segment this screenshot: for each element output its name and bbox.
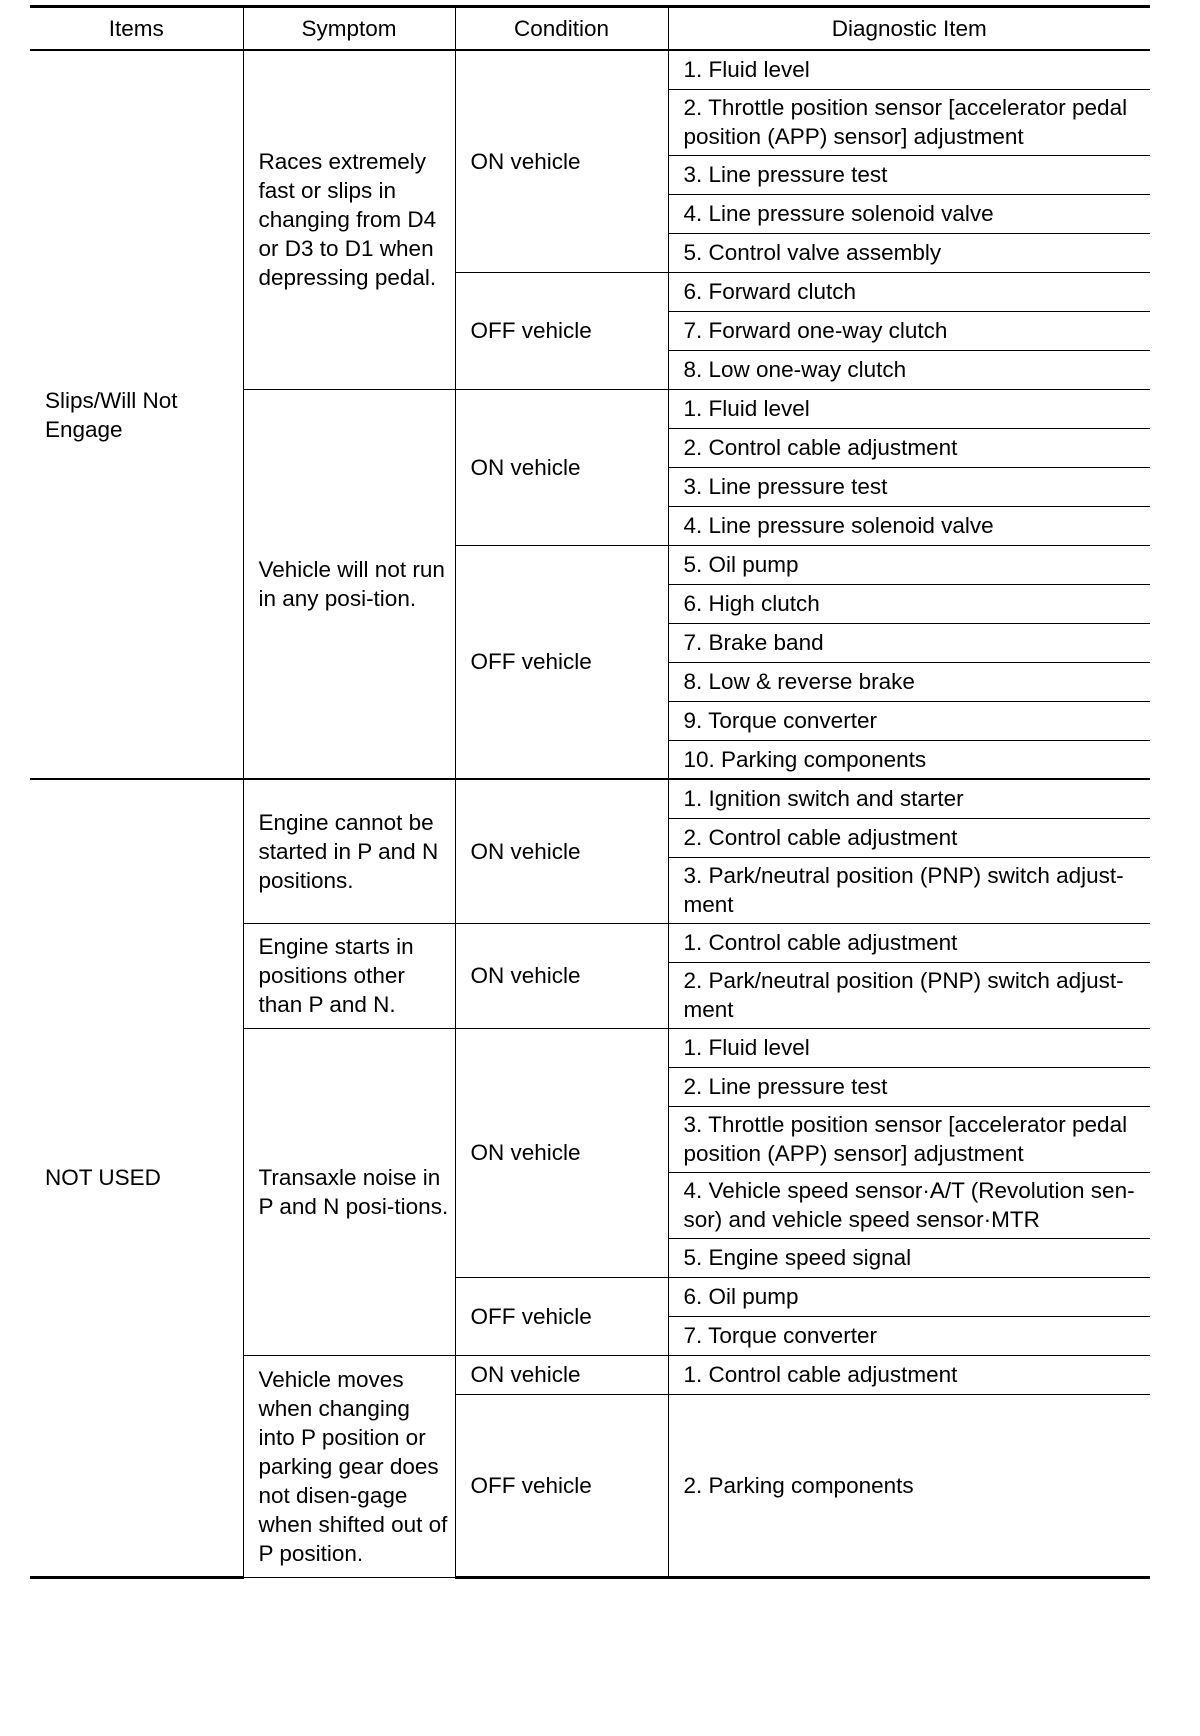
diagnostic-item-cell: 4. Vehicle speed sensor·A/T (Revolution sen-sor) and vehicle speed sensor·MTR (668, 1172, 1150, 1238)
header-condition: Condition (455, 7, 668, 51)
diagnostic-item-cell: 7. Brake band (668, 623, 1150, 662)
symptom-cell: Transaxle noise in P and N posi-tions. (243, 1028, 455, 1355)
diagnostic-item-cell: 4. Line pressure solenoid valve (668, 506, 1150, 545)
diagnostic-item-cell: 6. High clutch (668, 584, 1150, 623)
header-row (30, 7, 1150, 51)
diagnostic-item-cell: 2. Control cable adjustment (668, 428, 1150, 467)
item-cell: NOT USED (30, 779, 243, 1577)
diagnostic-item-cell: 1. Fluid level (668, 389, 1150, 428)
item-cell: Slips/Will Not Engage (30, 50, 243, 779)
diagnostic-item-cell: 2. Park/neutral position (PNP) switch adjust-ment (668, 962, 1150, 1028)
diagnostic-table (30, 5, 1150, 1579)
condition-cell: ON vehicle (455, 50, 668, 272)
condition-cell: ON vehicle (455, 1355, 668, 1394)
symptom-cell: Vehicle will not run in any posi-tion. (243, 389, 455, 779)
diagnostic-item-cell: 5. Oil pump (668, 545, 1150, 584)
condition-cell: ON vehicle (455, 389, 668, 545)
diagnostic-item-cell: 1. Ignition switch and starter (668, 779, 1150, 818)
diagnostic-item-cell: 4. Line pressure solenoid valve (668, 194, 1150, 233)
header-symptom: Symptom (243, 7, 455, 51)
diagnostic-item-cell: 10. Parking components (668, 740, 1150, 779)
condition-cell: ON vehicle (455, 779, 668, 923)
diagnostic-item-cell: 3. Line pressure test (668, 155, 1150, 194)
diagnostic-item-cell: 6. Forward clutch (668, 272, 1150, 311)
diagnostic-item-cell: 5. Control valve assembly (668, 233, 1150, 272)
symptom-cell: Engine starts in positions other than P and N. (243, 923, 455, 1028)
diagnostic-item-cell: 1. Fluid level (668, 50, 1150, 89)
condition-cell: OFF vehicle (455, 1394, 668, 1577)
condition-cell: ON vehicle (455, 1028, 668, 1277)
diagnostic-item-cell: 6. Oil pump (668, 1277, 1150, 1316)
diagnostic-item-cell: 2. Line pressure test (668, 1067, 1150, 1106)
diagnostic-item-cell: 2. Throttle position sensor [accelerator pedal position (APP) sensor] adjustment (668, 89, 1150, 155)
diagnostic-item-cell: 1. Control cable adjustment (668, 1355, 1150, 1394)
diagnostic-item-cell: 2. Control cable adjustment (668, 818, 1150, 857)
diagnostic-item-cell: 8. Low & reverse brake (668, 662, 1150, 701)
diagnostic-item-cell: 3. Throttle position sensor [accelerator pedal position (APP) sensor] adjustment (668, 1106, 1150, 1172)
diagnostic-item-cell: 1. Control cable adjustment (668, 923, 1150, 962)
header-items: Items (30, 7, 243, 51)
condition-cell: OFF vehicle (455, 1277, 668, 1355)
condition-cell: ON vehicle (455, 923, 668, 1028)
diagnostic-item-cell: 8. Low one-way clutch (668, 350, 1150, 389)
diagnostic-item-cell: 5. Engine speed signal (668, 1238, 1150, 1277)
diagnostic-item-cell: 9. Torque converter (668, 701, 1150, 740)
diagnostic-item-cell: 1. Fluid level (668, 1028, 1150, 1067)
header-diagnostic-item: Diagnostic Item (668, 7, 1150, 51)
condition-cell: OFF vehicle (455, 272, 668, 389)
diagnostic-item-cell: 2. Parking components (668, 1394, 1150, 1577)
symptom-cell: Races extremely fast or slips in changing from D4 or D3 to D1 when depressing pedal. (243, 50, 455, 389)
diagnostic-item-cell: 7. Forward one-way clutch (668, 311, 1150, 350)
condition-cell: OFF vehicle (455, 545, 668, 779)
diagnostic-item-cell: 3. Park/neutral position (PNP) switch adjust-ment (668, 857, 1150, 923)
diagnostic-item-cell: 7. Torque converter (668, 1316, 1150, 1355)
diagnostic-item-cell: 3. Line pressure test (668, 467, 1150, 506)
symptom-cell: Engine cannot be started in P and N positions. (243, 779, 455, 923)
table-row (30, 50, 1150, 89)
symptom-cell: Vehicle moves when changing into P position or parking gear does not disen-gage when shifted out of P position. (243, 1355, 455, 1577)
table-row (30, 779, 1150, 818)
table-body (30, 50, 1150, 1577)
